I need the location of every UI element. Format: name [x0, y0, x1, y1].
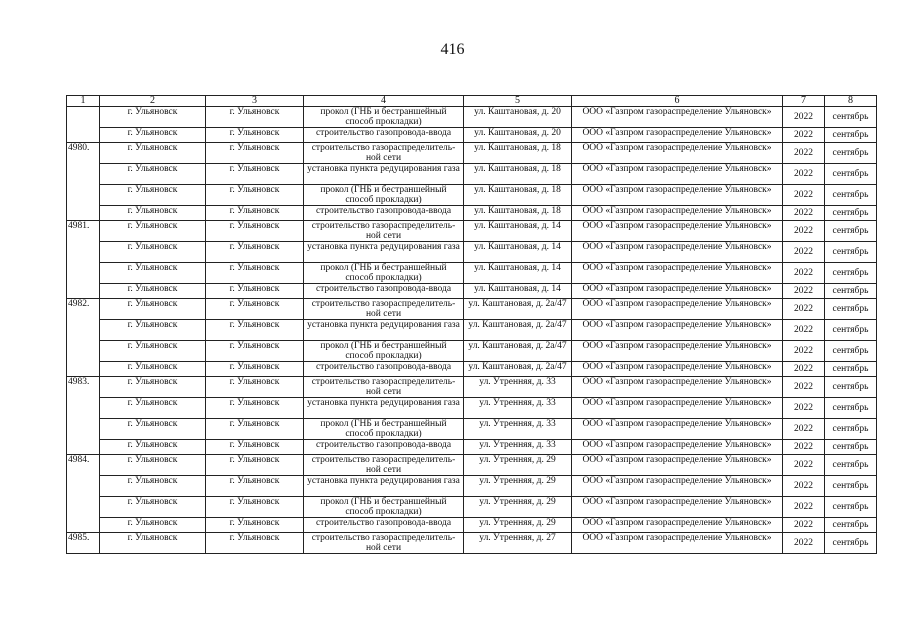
table-cell: г. Ульяновск: [206, 476, 304, 497]
table-cell: ООО «Газпром газораспределение Ульяновск»: [572, 143, 783, 164]
table-cell: сентябрь: [825, 143, 877, 164]
table-cell: г. Ульяновск: [100, 419, 206, 440]
table-cell: сентябрь: [825, 398, 877, 419]
table-cell: прокол (ГНБ и бестраншейный способ прокладки): [304, 419, 464, 440]
table-cell: строительство газораспределитель-ной сети: [304, 143, 464, 164]
table-cell: ООО «Газпром газораспределение Ульяновск»: [572, 164, 783, 185]
table-row: [67, 143, 877, 164]
table-cell: ООО «Газпром газораспределение Ульяновск»: [572, 518, 783, 533]
table-cell: сентябрь: [825, 242, 877, 263]
table-cell: ООО «Газпром газораспределение Ульяновск»: [572, 320, 783, 341]
table-cell: прокол (ГНБ и бестраншейный способ прокладки): [304, 341, 464, 362]
table-cell: ул. Утренняя, д. 33: [464, 419, 572, 440]
table-row: [67, 497, 877, 518]
table-cell: г. Ульяновск: [206, 128, 304, 143]
table-cell: г. Ульяновск: [100, 455, 206, 476]
table-cell: г. Ульяновск: [206, 419, 304, 440]
table-cell: г. Ульяновск: [100, 518, 206, 533]
header-cell: 7: [783, 96, 825, 107]
table-cell: г. Ульяновск: [206, 320, 304, 341]
table-cell: 2022: [783, 164, 825, 185]
table-cell: ул. Утренняя, д. 29: [464, 497, 572, 518]
table-cell: г. Ульяновск: [100, 221, 206, 242]
table-cell: 2022: [783, 341, 825, 362]
table-cell: ООО «Газпром газораспределение Ульяновск»: [572, 107, 783, 128]
table-cell: ул. Утренняя, д. 33: [464, 440, 572, 455]
header-cell: 4: [304, 96, 464, 107]
table-cell: строительство газораспределитель-ной сети: [304, 533, 464, 554]
table-row: [67, 107, 877, 128]
table-cell: г. Ульяновск: [100, 143, 206, 164]
table-cell: ООО «Газпром газораспределение Ульяновск»: [572, 242, 783, 263]
table-cell: ООО «Газпром газораспределение Ульяновск»: [572, 221, 783, 242]
table-cell: ул. Утренняя, д. 29: [464, 455, 572, 476]
table-cell: г. Ульяновск: [206, 341, 304, 362]
registry-body: [67, 107, 877, 554]
table-cell: г. Ульяновск: [100, 242, 206, 263]
table-row: [67, 419, 877, 440]
table-cell: ООО «Газпром газораспределение Ульяновск»: [572, 419, 783, 440]
table-cell: г. Ульяновск: [206, 398, 304, 419]
table-cell: ООО «Газпром газораспределение Ульяновск»: [572, 362, 783, 377]
table-cell: ул. Каштановая, д. 2а/47: [464, 341, 572, 362]
table-cell: ООО «Газпром газораспределение Ульяновск»: [572, 341, 783, 362]
table-cell: 2022: [783, 377, 825, 398]
table-cell: 2022: [783, 476, 825, 497]
table-row: [67, 221, 877, 242]
table-cell: сентябрь: [825, 341, 877, 362]
table-row: [67, 518, 877, 533]
table-cell: сентябрь: [825, 377, 877, 398]
table-row: [67, 242, 877, 263]
table-cell: г. Ульяновск: [100, 107, 206, 128]
table-row: [67, 440, 877, 455]
table-cell: г. Ульяновск: [100, 164, 206, 185]
header-row: [67, 96, 877, 107]
table-cell: ООО «Газпром газораспределение Ульяновск»: [572, 398, 783, 419]
table-cell: прокол (ГНБ и бестраншейный способ прокладки): [304, 107, 464, 128]
table-cell: 2022: [783, 206, 825, 221]
table-cell: ООО «Газпром газораспределение Ульяновск»: [572, 263, 783, 284]
item-number: 4982.: [67, 299, 100, 377]
table-cell: 2022: [783, 128, 825, 143]
table-cell: 2022: [783, 143, 825, 164]
table-cell: сентябрь: [825, 440, 877, 455]
table-cell: строительство газораспределитель-ной сети: [304, 221, 464, 242]
table-cell: г. Ульяновск: [100, 533, 206, 554]
table-cell: г. Ульяновск: [206, 107, 304, 128]
table-cell: сентябрь: [825, 107, 877, 128]
table-row: [67, 320, 877, 341]
table-cell: ул. Утренняя, д. 29: [464, 518, 572, 533]
table-cell: г. Ульяновск: [100, 299, 206, 320]
table-cell: г. Ульяновск: [100, 440, 206, 455]
table-row: [67, 398, 877, 419]
table-cell: г. Ульяновск: [100, 128, 206, 143]
table-cell: ООО «Газпром газораспределение Ульяновск»: [572, 497, 783, 518]
table-row: [67, 455, 877, 476]
table-cell: установка пункта редуцирования газа: [304, 320, 464, 341]
table-cell: строительство газопровода-ввода: [304, 362, 464, 377]
table-cell: ул. Утренняя, д. 27: [464, 533, 572, 554]
table-cell: г. Ульяновск: [206, 455, 304, 476]
item-number: 4980.: [67, 143, 100, 221]
table-cell: строительство газопровода-ввода: [304, 440, 464, 455]
table-cell: сентябрь: [825, 362, 877, 377]
table-cell: строительство газораспределитель-ной сети: [304, 455, 464, 476]
table-row: [67, 533, 877, 554]
table-cell: ул. Каштановая, д. 20: [464, 107, 572, 128]
table-row: [67, 263, 877, 284]
table-cell: 2022: [783, 107, 825, 128]
table-cell: г. Ульяновск: [100, 263, 206, 284]
table-cell: 2022: [783, 299, 825, 320]
table-cell: ООО «Газпром газораспределение Ульяновск»: [572, 299, 783, 320]
table-cell: 2022: [783, 362, 825, 377]
table-cell: 2022: [783, 440, 825, 455]
table-cell: ООО «Газпром газораспределение Ульяновск»: [572, 128, 783, 143]
table-cell: ул. Утренняя, д. 33: [464, 398, 572, 419]
table-cell: г. Ульяновск: [100, 320, 206, 341]
table-cell: ул. Каштановая, д. 14: [464, 284, 572, 299]
table-cell: строительство газопровода-ввода: [304, 284, 464, 299]
table-cell: г. Ульяновск: [206, 377, 304, 398]
table-row: [67, 185, 877, 206]
table-cell: сентябрь: [825, 419, 877, 440]
table-cell: ООО «Газпром газораспределение Ульяновск»: [572, 206, 783, 221]
table-cell: установка пункта редуцирования газа: [304, 242, 464, 263]
table-cell: г. Ульяновск: [100, 377, 206, 398]
table-cell: ул. Каштановая, д. 18: [464, 185, 572, 206]
item-number: 4983.: [67, 377, 100, 455]
table-cell: ул. Утренняя, д. 33: [464, 377, 572, 398]
table-row: [67, 206, 877, 221]
item-number: [67, 107, 100, 143]
table-cell: ООО «Газпром газораспределение Ульяновск»: [572, 440, 783, 455]
item-number: 4981.: [67, 221, 100, 299]
table-cell: ул. Каштановая, д. 14: [464, 242, 572, 263]
table-cell: 2022: [783, 242, 825, 263]
table-cell: ООО «Газпром газораспределение Ульяновск»: [572, 185, 783, 206]
table-cell: ул. Каштановая, д. 14: [464, 221, 572, 242]
table-cell: строительство газопровода-ввода: [304, 518, 464, 533]
table-cell: г. Ульяновск: [206, 221, 304, 242]
table-cell: прокол (ГНБ и бестраншейный способ прокладки): [304, 497, 464, 518]
table-cell: ООО «Газпром газораспределение Ульяновск»: [572, 533, 783, 554]
table-cell: сентябрь: [825, 320, 877, 341]
table-cell: установка пункта редуцирования газа: [304, 398, 464, 419]
table-cell: сентябрь: [825, 221, 877, 242]
table-row: [67, 377, 877, 398]
table-cell: ул. Каштановая, д. 18: [464, 206, 572, 221]
table-cell: 2022: [783, 455, 825, 476]
header-cell: 2: [100, 96, 206, 107]
table-cell: 2022: [783, 398, 825, 419]
table-cell: сентябрь: [825, 206, 877, 221]
table-row: [67, 299, 877, 320]
table-cell: ул. Утренняя, д. 29: [464, 476, 572, 497]
table-cell: г. Ульяновск: [206, 533, 304, 554]
table-cell: прокол (ГНБ и бестраншейный способ прокладки): [304, 263, 464, 284]
table-cell: г. Ульяновск: [206, 143, 304, 164]
table-cell: сентябрь: [825, 284, 877, 299]
header-cell: 3: [206, 96, 304, 107]
table-cell: строительство газопровода-ввода: [304, 128, 464, 143]
table-cell: 2022: [783, 497, 825, 518]
table-cell: сентябрь: [825, 455, 877, 476]
item-number: 4985.: [67, 533, 100, 554]
table-cell: сентябрь: [825, 164, 877, 185]
table-cell: г. Ульяновск: [206, 299, 304, 320]
table-cell: ул. Каштановая, д. 2а/47: [464, 299, 572, 320]
table-cell: ООО «Газпром газораспределение Ульяновск»: [572, 455, 783, 476]
table-cell: установка пункта редуцирования газа: [304, 164, 464, 185]
table-cell: сентябрь: [825, 263, 877, 284]
table-cell: г. Ульяновск: [206, 497, 304, 518]
table-cell: сентябрь: [825, 299, 877, 320]
page-number: 416: [440, 41, 465, 58]
table-cell: 2022: [783, 263, 825, 284]
table-cell: установка пункта редуцирования газа: [304, 476, 464, 497]
table-cell: 2022: [783, 185, 825, 206]
table-cell: ул. Каштановая, д. 20: [464, 128, 572, 143]
table-cell: строительство газораспределитель-ной сети: [304, 299, 464, 320]
table-cell: 2022: [783, 419, 825, 440]
table-cell: г. Ульяновск: [100, 284, 206, 299]
header-cell: 8: [825, 96, 877, 107]
table-row: [67, 476, 877, 497]
table-cell: г. Ульяновск: [206, 518, 304, 533]
registry-table: [66, 95, 877, 554]
table-cell: г. Ульяновск: [100, 362, 206, 377]
table-row: [67, 341, 877, 362]
table-cell: г. Ульяновск: [100, 476, 206, 497]
table-cell: ООО «Газпром газораспределение Ульяновск»: [572, 476, 783, 497]
table-cell: ул. Каштановая, д. 18: [464, 164, 572, 185]
table-cell: г. Ульяновск: [100, 206, 206, 221]
table-row: [67, 362, 877, 377]
table-cell: ул. Каштановая, д. 14: [464, 263, 572, 284]
table-cell: г. Ульяновск: [206, 185, 304, 206]
table-cell: 2022: [783, 284, 825, 299]
table-cell: сентябрь: [825, 518, 877, 533]
table-cell: ООО «Газпром газораспределение Ульяновск»: [572, 377, 783, 398]
table-cell: г. Ульяновск: [206, 206, 304, 221]
table-cell: 2022: [783, 320, 825, 341]
table-row: [67, 284, 877, 299]
table-cell: строительство газопровода-ввода: [304, 206, 464, 221]
header-cell: 5: [464, 96, 572, 107]
item-number: 4984.: [67, 455, 100, 533]
table-cell: ООО «Газпром газораспределение Ульяновск»: [572, 284, 783, 299]
table-cell: строительство газораспределитель-ной сети: [304, 377, 464, 398]
table-cell: г. Ульяновск: [206, 284, 304, 299]
table-cell: г. Ульяновск: [206, 164, 304, 185]
table-cell: сентябрь: [825, 128, 877, 143]
table-cell: 2022: [783, 221, 825, 242]
table-cell: сентябрь: [825, 533, 877, 554]
table-cell: г. Ульяновск: [206, 440, 304, 455]
table-cell: г. Ульяновск: [206, 263, 304, 284]
header-cell: 6: [572, 96, 783, 107]
table-cell: г. Ульяновск: [100, 185, 206, 206]
table-cell: ул. Каштановая, д. 2а/47: [464, 362, 572, 377]
table-cell: г. Ульяновск: [100, 398, 206, 419]
table-cell: г. Ульяновск: [100, 497, 206, 518]
table-row: [67, 128, 877, 143]
table-cell: г. Ульяновск: [206, 362, 304, 377]
table-row: [67, 164, 877, 185]
table-cell: ул. Каштановая, д. 2а/47: [464, 320, 572, 341]
table-cell: 2022: [783, 533, 825, 554]
table-cell: сентябрь: [825, 185, 877, 206]
table-cell: сентябрь: [825, 476, 877, 497]
table-cell: сентябрь: [825, 497, 877, 518]
table-cell: прокол (ГНБ и бестраншейный способ прокладки): [304, 185, 464, 206]
table-cell: 2022: [783, 518, 825, 533]
header-cell: 1: [67, 96, 100, 107]
table-cell: г. Ульяновск: [206, 242, 304, 263]
table-cell: г. Ульяновск: [100, 341, 206, 362]
table-cell: ул. Каштановая, д. 18: [464, 143, 572, 164]
